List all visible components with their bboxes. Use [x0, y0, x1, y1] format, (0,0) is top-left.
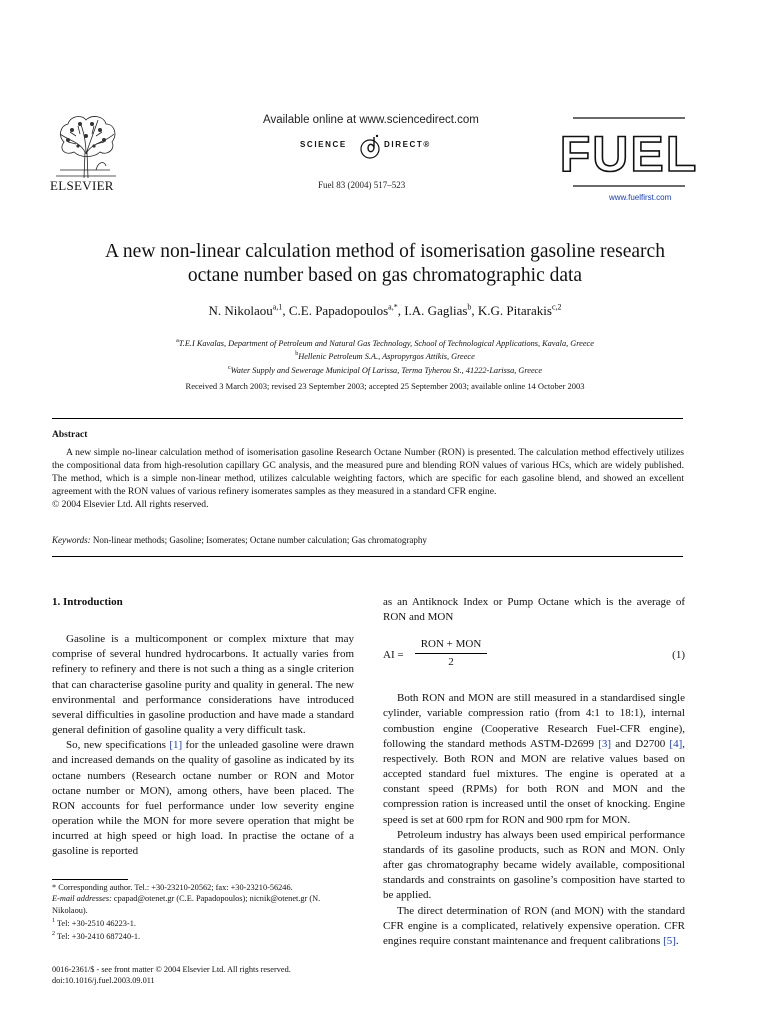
fuel-journal-logo [559, 117, 699, 187]
sciencedirect-logo [300, 133, 440, 161]
citation-link-5[interactable]: [5] [663, 934, 676, 947]
footnote-rule [52, 879, 128, 880]
equation-number: (1) [672, 649, 685, 662]
right-paragraph-1: Both RON and MON are still measured in a standardised single cylinder, variable compression ratio (from 4:1 to 18:1), internal combustion engine (Cooperative Research Fuel-CFR engine), following the standard methods ASTM-D2699 [3] and D2700 [4], respectively. Both RON and MON are relative values based on accepted standard fuel mixtures. The engine is operated at a constant speed (RPMs) for both RON and MON and the compression ration is increased until the onset of knocking. Engine speed is set at 600 rpm for RON and 900 rpm for MON. [383, 692, 685, 826]
abstract-heading: Abstract [52, 430, 88, 440]
abstract-copyright: © 2004 Elsevier Ltd. All rights reserved. [52, 499, 209, 510]
citation-link-3[interactable]: [3] [598, 737, 612, 750]
doi-line: doi:10.1016/j.fuel.2003.09.011 [52, 976, 155, 986]
keywords [52, 535, 684, 545]
article-title [40, 240, 730, 288]
journal-reference: Fuel 83 (2004) 517–523 [318, 180, 406, 190]
keywords-label: Keywords: [52, 535, 91, 545]
issn-line: 0016-2361/$ - see front matter © 2004 Elsevier Ltd. All rights reserved. [52, 965, 291, 974]
right-paragraph-2: Petroleum industry has always been used empirical performance standards of its gasoline products, such as RON and MON. Only after gas chromatography became widely available, compositional standards and constraints on gasoline’s composition have started to be applied. [383, 828, 685, 902]
affiliation-c: $^c$Water Supply and Sewerage Municipal Of Larissa, Terma Tyherou St., 41222-Larissa, Greece [227, 364, 543, 375]
equation-denominator: 2 [448, 656, 454, 669]
elsevier-tree-icon [50, 112, 122, 180]
footnote-1: $^1$ Tel: +30-2510 46223-1. [52, 918, 136, 928]
citation-link-1[interactable]: [1] [169, 739, 183, 752]
elsevier-logo [50, 112, 122, 194]
affiliations [40, 336, 730, 376]
keywords-list: Non-linear methods; Gasoline; Isomerates; Octane number calculation; Gas chromatography [92, 535, 427, 545]
sciencedirect-right-text: DIRECT® [384, 140, 431, 149]
intro-paragraph-2: So, new specifications [1] for the unleaded gasoline were drawn and increased demands on the quality of gasoline as indicated by its octane numbers (Research octane number or RON and Motor octane number or MON), among others, have been placed. The RON accounts for fuel performance under low severity engine operation while the MON for more severe operation that might be incurred at high speed or high load. In practise the octane of a gasoline is reported [52, 739, 354, 858]
author-list [40, 303, 730, 319]
abstract-text: A new simple no-linear calculation method of isomerisation gasoline Research Octane Number (RON) is presented. The calculation method effectively utilizes the compositional data from high-resolution capillary GC analysis, and the measured pure and blending RON values of various HCs, which are widely published. The method, which is a simple non-linear method, utilizes calculable weighting factors, which are specific for each gasoline blend, and showed an excellent agreement with the RON values of various refinery isomerates samples as they measured in a standard CFR engine. [52, 447, 684, 497]
copyright-footer [52, 964, 372, 987]
footnote-corresponding: * Corresponding author. Tel.: +30-23210-20562; fax: +30-23210-56246. [52, 883, 293, 892]
footnotes [52, 882, 354, 943]
affiliation-b: $^b$Hellenic Petroleum S.A., Aspropyrgos Attikis, Greece [295, 351, 475, 362]
title-line-2: octane number based on gas chromatographic data [187, 265, 583, 286]
received-dates: Received 3 March 2003; revised 23 September 2003; accepted 25 September 2003; available online 14 October 2003 [185, 381, 585, 391]
left-column [52, 595, 354, 860]
author-4: K.G. Pitarakis$^{c,2}$ [477, 303, 562, 319]
footnote-email: E-mail addresses: cpapad@otenet.gr (C.E. Papadopoulos); nicnik@otenet.gr (N. Nikolaou). [52, 894, 321, 915]
equation-numerator: RON + MON [415, 637, 487, 654]
author-3: I.A. Gaglias$^b$, [404, 303, 478, 319]
right-column [383, 595, 685, 949]
sciencedirect-left-text: SCIENCE [300, 140, 347, 149]
author-1: N. Nikolaou$^{a,1}$, [208, 303, 289, 319]
affiliation-a: $^a$T.E.I Kavalas, Department of Petroleum and Natural Gas Technology, School of Technological Applications, Kavala, Greece [176, 338, 594, 348]
sciencedirect-d-icon [358, 133, 384, 161]
abstract-body [52, 446, 684, 511]
footnote-2: $^2$ Tel: +30-2410 687240-1. [52, 931, 141, 942]
abstract-top-rule [52, 418, 683, 419]
equation-lhs: AI = [383, 649, 404, 662]
author-2: C.E. Papadopoulos$^{a,*}$, [288, 303, 405, 319]
right-paragraph-3: The direct determination of RON (and MON) with the standard CFR engine is a complicated, relatively expensive operation. CFR engines require constant maintenance and frequent calibrations [5]. [383, 904, 685, 947]
right-paragraph-0: as an Antiknock Index or Pump Octane which is the average of RON and MON [383, 596, 685, 624]
fuel-logo-text: FUEL [559, 126, 699, 182]
equation-fraction [415, 637, 487, 670]
elsevier-wordmark: ELSEVIER [50, 178, 114, 193]
journal-url-link[interactable]: www.fuelfirst.com [609, 193, 672, 202]
title-line-1: A new non-linear calculation method of isomerisation gasoline research [105, 241, 665, 262]
available-online-text[interactable]: Available online at www.sciencedirect.com [263, 114, 479, 126]
intro-paragraph-1: Gasoline is a multicomponent or complex mixture that may comprise of several hundred hydrocarbons. It actually varies from refinery to refinery and there is not such a thing as a single criterion that can characterise gasoline purity and quality in general. The new environmental and performance considerations have introduced several difficulties in gasoline production and have made a standard general definition of gasoline quality a very difficult task. [52, 633, 354, 737]
section-heading-introduction: 1. Introduction [52, 596, 123, 608]
abstract-bottom-rule [52, 556, 683, 557]
equation-1 [383, 637, 685, 675]
citation-link-4[interactable]: [4] [669, 737, 683, 750]
